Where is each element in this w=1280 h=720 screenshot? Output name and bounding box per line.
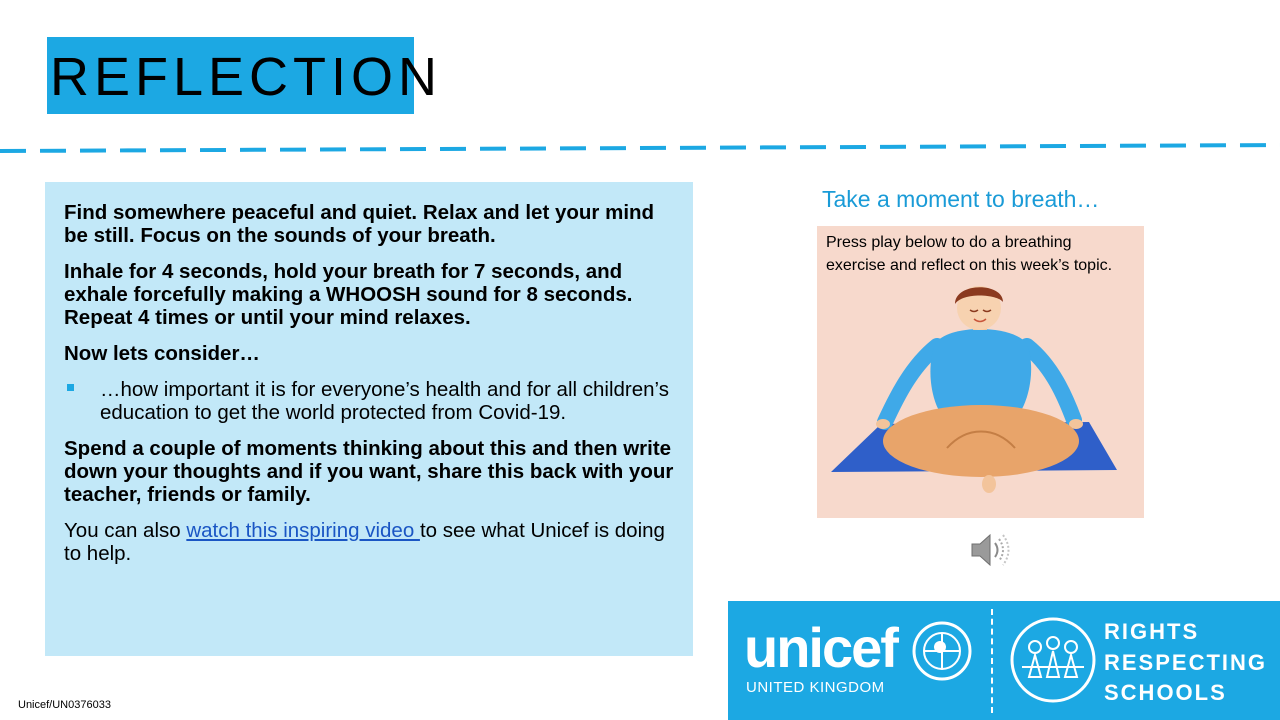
video-link[interactable]: watch this inspiring video (186, 519, 420, 542)
unicef-country: UNITED KINGDOM (746, 679, 885, 696)
unicef-wordmark: unicef (744, 616, 897, 679)
video-text-before: You can also (64, 519, 187, 542)
square-bullet-icon (67, 384, 74, 391)
video-paragraph (64, 519, 679, 565)
unicef-logo-banner (728, 601, 1280, 720)
instruction-paragraph-4: Spend a couple of moments thinking about this and then write down your thoughts and if you want, share this back with your teacher, friends or family. (64, 437, 674, 506)
video-text-after: to see what Unicef is doing to help. (64, 519, 665, 565)
dashed-divider (0, 140, 1280, 160)
breath-heading: Take a moment to breath… (822, 186, 1100, 212)
rrs-line-3: SCHOOLS (1104, 680, 1227, 705)
rrs-line-1: RIGHTS (1104, 619, 1200, 644)
photo-credit: Unicef/UN0376033 (18, 699, 111, 711)
unicef-emblem-icon (908, 617, 976, 685)
bullet-text: …how important it is for everyone’s health and for all children’s education to get the world protected from Covid-19. (100, 378, 669, 424)
page-title: REFLECTION (50, 47, 443, 107)
rrs-line-2: RESPECTING (1104, 649, 1268, 675)
instruction-paragraph-1: Find somewhere peaceful and quiet. Relax and let your mind be still. Focus on the sounds of your breath. (64, 201, 655, 247)
breathing-illustration (817, 226, 1144, 518)
rrs-emblem-icon (1008, 615, 1098, 705)
breath-caption: Press play below to do a breathing exercise and reflect on this week’s topic. (826, 234, 1113, 274)
bullet-item (64, 378, 679, 424)
instruction-paragraph-2: Inhale for 4 seconds, hold your breath for 7 seconds, and exhale forcefully making a WHOOSH sound for 8 seconds. Repeat 4 times or until your mind relaxes. (64, 260, 633, 329)
consider-heading: Now lets consider… (64, 342, 260, 365)
speaker-icon[interactable] (968, 530, 1012, 570)
instructions-panel (45, 182, 693, 656)
rrs-text (1104, 617, 1267, 709)
logo-separator (991, 609, 993, 713)
